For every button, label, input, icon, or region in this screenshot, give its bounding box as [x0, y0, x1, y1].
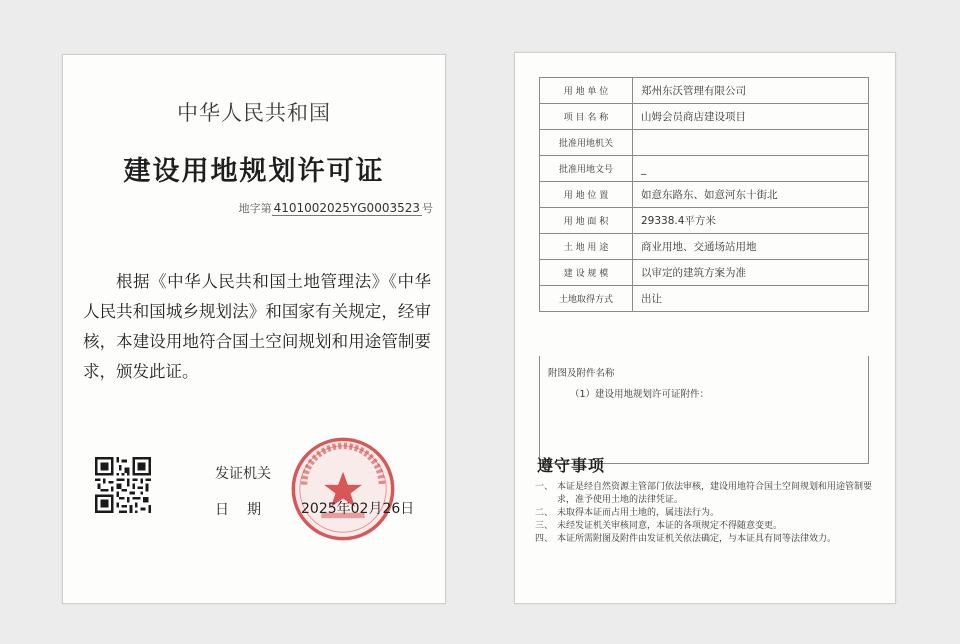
row-value: 如意东路东、如意河东十街北 [633, 182, 869, 208]
list-item [535, 520, 883, 533]
notice-number: 四、 [535, 534, 554, 544]
row-value: 山姆会员商店建设项目 [633, 104, 869, 130]
issue-date-label: 日期 [215, 502, 279, 518]
attachment-item: （1）建设用地规划许可证附件： [570, 389, 710, 400]
table-row [540, 208, 869, 234]
table-row [540, 260, 869, 286]
certificate-details-page [514, 52, 896, 604]
certificate-title: 建设用地规划许可证 [123, 156, 385, 187]
table-row [540, 182, 869, 208]
table-row [540, 286, 869, 312]
table-row [540, 156, 869, 182]
list-item [535, 533, 883, 546]
row-value: 29338.4平方米 [633, 208, 869, 234]
notice-text: 未经发证机关审核同意，本证的各项规定不得随意变更。 [557, 521, 783, 531]
notice-number: 三、 [535, 521, 554, 531]
table-row [540, 234, 869, 260]
notice-number: 二、 [535, 508, 554, 518]
row-label: 项 目 名 称 [540, 104, 633, 130]
land-info-table [539, 77, 869, 312]
row-label: 批准用地文号 [540, 156, 633, 182]
row-label: 用 地 位 置 [540, 182, 633, 208]
certificate-number [239, 200, 433, 216]
certificate-number-suffix: 号 [422, 202, 433, 215]
country-name: 中华人民共和国 [177, 101, 331, 125]
issue-date-value: 2025年02月26日 [301, 501, 415, 517]
row-value [633, 130, 869, 156]
row-value: 以审定的建筑方案为准 [633, 260, 869, 286]
row-label: 用 地 面 积 [540, 208, 633, 234]
table-row [540, 104, 869, 130]
row-label: 土地取得方式 [540, 286, 633, 312]
row-value: 出让 [633, 286, 869, 312]
attachments-title: 附图及附件名称 [548, 368, 615, 379]
official-seal-icon [289, 435, 397, 543]
issuing-authority-label: 发证机关 [215, 466, 271, 482]
row-label: 批准用地机关 [540, 130, 633, 156]
certificate-front-page [62, 54, 446, 604]
row-value: 郑州东沃管理有限公司 [633, 78, 869, 104]
row-value: 商业用地、交通场站用地 [633, 234, 869, 260]
certificate-number-prefix: 地字第 [238, 202, 272, 215]
certificate-body-text: 根据《中华人民共和国土地管理法》《中华人民共和国城乡规划法》和国家有关规定，经审核，本建设用地符合国土空间规划和用途管制要求，颁发此证。 [83, 272, 431, 381]
notice-list [535, 481, 883, 546]
qr-code-icon [95, 457, 151, 513]
attachments-box [539, 356, 869, 464]
notice-text: 本证所需附图及附件由发证机关依法确定，与本证具有同等法律效力。 [557, 534, 837, 544]
row-label: 土 地 用 途 [540, 234, 633, 260]
table-row [540, 78, 869, 104]
row-value: _ [633, 156, 869, 182]
table-row [540, 130, 869, 156]
list-item [535, 481, 883, 507]
notice-number: 一、 [535, 482, 554, 492]
list-item [535, 507, 883, 520]
notice-text: 本证是经自然资源主管部门依法审核，建设用地符合国土空间规划和用途管制要求，准予使用土地的法律凭证。 [557, 482, 873, 505]
notice-title: 遵守事项 [537, 456, 606, 475]
notice-text: 未取得本证而占用土地的，属违法行为。 [557, 508, 720, 518]
certificate-number-value: 4101002025YG0003523 [273, 201, 420, 215]
row-label: 建 设 规 模 [540, 260, 633, 286]
row-label: 用 地 单 位 [540, 78, 633, 104]
